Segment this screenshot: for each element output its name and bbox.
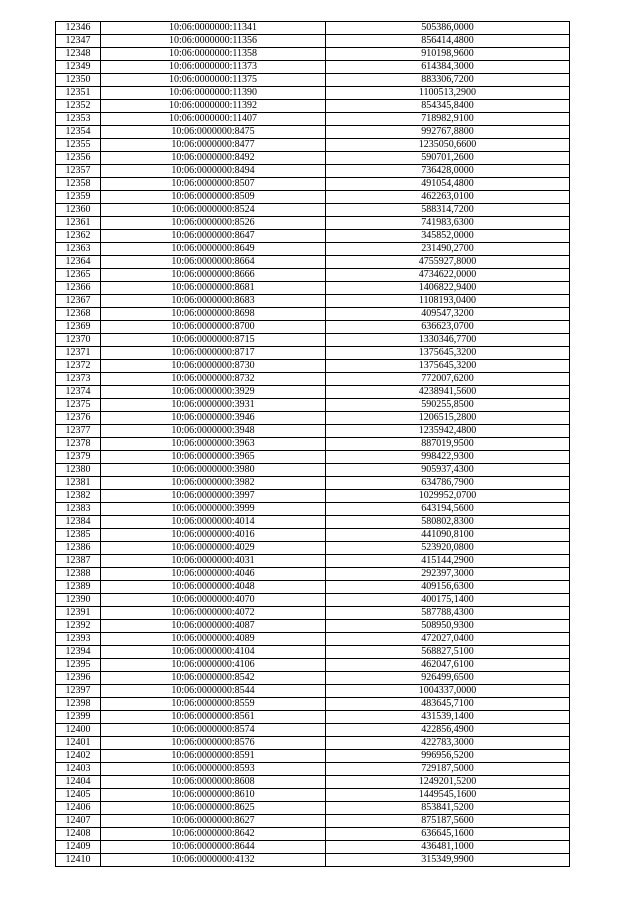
table-row bbox=[56, 555, 570, 568]
cadastral-value-cell: 772007,6200 bbox=[326, 373, 570, 386]
table-row bbox=[56, 542, 570, 555]
table-row bbox=[56, 750, 570, 763]
cadastral-number-cell: 10:06:0000000:8666 bbox=[101, 269, 326, 282]
cadastral-value-cell: 1449545,1600 bbox=[326, 789, 570, 802]
cadastral-number-cell: 10:06:0000000:4089 bbox=[101, 633, 326, 646]
row-number-cell: 12383 bbox=[56, 503, 101, 516]
cadastral-value-cell: 436481,1000 bbox=[326, 841, 570, 854]
cadastral-number-cell: 10:06:0000000:11358 bbox=[101, 48, 326, 61]
row-number-cell: 12356 bbox=[56, 152, 101, 165]
cadastral-value-cell: 590701,2600 bbox=[326, 152, 570, 165]
cadastral-number-cell: 10:06:0000000:4087 bbox=[101, 620, 326, 633]
cadastral-value-cell: 996956,5200 bbox=[326, 750, 570, 763]
table-row bbox=[56, 828, 570, 841]
row-number-cell: 12378 bbox=[56, 438, 101, 451]
cadastral-value-cell: 992767,8800 bbox=[326, 126, 570, 139]
cadastral-number-cell: 10:06:0000000:8625 bbox=[101, 802, 326, 815]
cadastral-value-cell: 292397,3000 bbox=[326, 568, 570, 581]
cadastral-value-cell: 1330346,7700 bbox=[326, 334, 570, 347]
table-row bbox=[56, 126, 570, 139]
cadastral-number-cell: 10:06:0000000:3999 bbox=[101, 503, 326, 516]
table-row bbox=[56, 763, 570, 776]
table-row bbox=[56, 594, 570, 607]
cadastral-number-cell: 10:06:0000000:3980 bbox=[101, 464, 326, 477]
cadastral-value-cell: 422856,4900 bbox=[326, 724, 570, 737]
cadastral-value-cell: 643194,5600 bbox=[326, 503, 570, 516]
row-number-cell: 12380 bbox=[56, 464, 101, 477]
table-row bbox=[56, 269, 570, 282]
row-number-cell: 12351 bbox=[56, 87, 101, 100]
cadastral-number-cell: 10:06:0000000:11375 bbox=[101, 74, 326, 87]
cadastral-value-cell: 568827,5100 bbox=[326, 646, 570, 659]
cadastral-number-cell: 10:06:0000000:11407 bbox=[101, 113, 326, 126]
row-number-cell: 12364 bbox=[56, 256, 101, 269]
row-number-cell: 12374 bbox=[56, 386, 101, 399]
cadastral-value-cell: 587788,4300 bbox=[326, 607, 570, 620]
cadastral-value-cell: 590255,8500 bbox=[326, 399, 570, 412]
table-row bbox=[56, 529, 570, 542]
row-number-cell: 12365 bbox=[56, 269, 101, 282]
row-number-cell: 12395 bbox=[56, 659, 101, 672]
cadastral-value-cell: 472027,0400 bbox=[326, 633, 570, 646]
table-row bbox=[56, 685, 570, 698]
row-number-cell: 12400 bbox=[56, 724, 101, 737]
cadastral-number-cell: 10:06:0000000:11390 bbox=[101, 87, 326, 100]
row-number-cell: 12353 bbox=[56, 113, 101, 126]
table-row bbox=[56, 672, 570, 685]
row-number-cell: 12397 bbox=[56, 685, 101, 698]
cadastral-value-cell: 634786,7900 bbox=[326, 477, 570, 490]
cadastral-value-cell: 736428,0000 bbox=[326, 165, 570, 178]
table-row bbox=[56, 737, 570, 750]
cadastral-value-cell: 905937,4300 bbox=[326, 464, 570, 477]
cadastral-value-cell: 491054,4800 bbox=[326, 178, 570, 191]
row-number-cell: 12405 bbox=[56, 789, 101, 802]
table-row bbox=[56, 61, 570, 74]
cadastral-value-cell: 505386,0000 bbox=[326, 22, 570, 35]
cadastral-number-cell: 10:06:0000000:4132 bbox=[101, 854, 326, 867]
table-row bbox=[56, 230, 570, 243]
table-row bbox=[56, 841, 570, 854]
cadastral-number-cell: 10:06:0000000:11392 bbox=[101, 100, 326, 113]
cadastral-number-cell: 10:06:0000000:8559 bbox=[101, 698, 326, 711]
cadastral-number-cell: 10:06:0000000:8542 bbox=[101, 672, 326, 685]
table-row bbox=[56, 217, 570, 230]
row-number-cell: 12398 bbox=[56, 698, 101, 711]
cadastral-value-cell: 4755927,8000 bbox=[326, 256, 570, 269]
row-number-cell: 12406 bbox=[56, 802, 101, 815]
cadastral-number-cell: 10:06:0000000:8610 bbox=[101, 789, 326, 802]
table-row bbox=[56, 646, 570, 659]
row-number-cell: 12358 bbox=[56, 178, 101, 191]
row-number-cell: 12355 bbox=[56, 139, 101, 152]
table-row bbox=[56, 35, 570, 48]
cadastral-number-cell: 10:06:0000000:3946 bbox=[101, 412, 326, 425]
cadastral-value-cell: 1029952,0700 bbox=[326, 490, 570, 503]
cadastral-value-cell: 926499,6500 bbox=[326, 672, 570, 685]
cadastral-value-cell: 636645,1600 bbox=[326, 828, 570, 841]
cadastral-value-cell: 1375645,3200 bbox=[326, 347, 570, 360]
table-row bbox=[56, 48, 570, 61]
cadastral-number-cell: 10:06:0000000:8507 bbox=[101, 178, 326, 191]
row-number-cell: 12410 bbox=[56, 854, 101, 867]
cadastral-value-cell: 1108193,0400 bbox=[326, 295, 570, 308]
table-row bbox=[56, 100, 570, 113]
cadastral-value-cell: 483645,7100 bbox=[326, 698, 570, 711]
row-number-cell: 12385 bbox=[56, 529, 101, 542]
table-row bbox=[56, 243, 570, 256]
cadastral-value-cell: 741983,6300 bbox=[326, 217, 570, 230]
cadastral-number-cell: 10:06:0000000:4031 bbox=[101, 555, 326, 568]
row-number-cell: 12369 bbox=[56, 321, 101, 334]
table-row bbox=[56, 802, 570, 815]
row-number-cell: 12388 bbox=[56, 568, 101, 581]
table-row bbox=[56, 776, 570, 789]
cadastral-value-cell: 462047,6100 bbox=[326, 659, 570, 672]
row-number-cell: 12357 bbox=[56, 165, 101, 178]
cadastral-number-cell: 10:06:0000000:8574 bbox=[101, 724, 326, 737]
cadastral-value-cell: 718982,9100 bbox=[326, 113, 570, 126]
cadastral-number-cell: 10:06:0000000:8700 bbox=[101, 321, 326, 334]
cadastral-number-cell: 10:06:0000000:8593 bbox=[101, 763, 326, 776]
row-number-cell: 12349 bbox=[56, 61, 101, 74]
cadastral-number-cell: 10:06:0000000:8526 bbox=[101, 217, 326, 230]
row-number-cell: 12367 bbox=[56, 295, 101, 308]
table-row bbox=[56, 698, 570, 711]
cadastral-number-cell: 10:06:0000000:4104 bbox=[101, 646, 326, 659]
cadastral-value-cell: 422783,3000 bbox=[326, 737, 570, 750]
table-row bbox=[56, 360, 570, 373]
cadastral-value-cell: 614384,3000 bbox=[326, 61, 570, 74]
row-number-cell: 12409 bbox=[56, 841, 101, 854]
cadastral-number-cell: 10:06:0000000:4106 bbox=[101, 659, 326, 672]
cadastral-number-cell: 10:06:0000000:8492 bbox=[101, 152, 326, 165]
table-row bbox=[56, 295, 570, 308]
row-number-cell: 12392 bbox=[56, 620, 101, 633]
table-row bbox=[56, 87, 570, 100]
table-row bbox=[56, 659, 570, 672]
row-number-cell: 12404 bbox=[56, 776, 101, 789]
table-row bbox=[56, 152, 570, 165]
table-row bbox=[56, 464, 570, 477]
row-number-cell: 12399 bbox=[56, 711, 101, 724]
cadastral-number-cell: 10:06:0000000:3963 bbox=[101, 438, 326, 451]
cadastral-number-cell: 10:06:0000000:8715 bbox=[101, 334, 326, 347]
row-number-cell: 12384 bbox=[56, 516, 101, 529]
cadastral-number-cell: 10:06:0000000:4016 bbox=[101, 529, 326, 542]
cadastral-number-cell: 10:06:0000000:8732 bbox=[101, 373, 326, 386]
row-number-cell: 12360 bbox=[56, 204, 101, 217]
table-row bbox=[56, 308, 570, 321]
row-number-cell: 12389 bbox=[56, 581, 101, 594]
table-row bbox=[56, 568, 570, 581]
row-number-cell: 12407 bbox=[56, 815, 101, 828]
cadastral-number-cell: 10:06:0000000:3948 bbox=[101, 425, 326, 438]
table-row bbox=[56, 113, 570, 126]
cadastral-number-cell: 10:06:0000000:3931 bbox=[101, 399, 326, 412]
cadastral-number-cell: 10:06:0000000:8647 bbox=[101, 230, 326, 243]
cadastral-value-cell: 415144,2900 bbox=[326, 555, 570, 568]
row-number-cell: 12381 bbox=[56, 477, 101, 490]
row-number-cell: 12379 bbox=[56, 451, 101, 464]
cadastral-value-cell: 910198,9600 bbox=[326, 48, 570, 61]
cadastral-value-cell: 1235050,6600 bbox=[326, 139, 570, 152]
table-row bbox=[56, 815, 570, 828]
table-row bbox=[56, 633, 570, 646]
cadastral-value-cell: 875187,5600 bbox=[326, 815, 570, 828]
row-number-cell: 12363 bbox=[56, 243, 101, 256]
table-row bbox=[56, 399, 570, 412]
cadastral-number-cell: 10:06:0000000:8591 bbox=[101, 750, 326, 763]
cadastral-number-cell: 10:06:0000000:4070 bbox=[101, 594, 326, 607]
row-number-cell: 12391 bbox=[56, 607, 101, 620]
cadastral-number-cell: 10:06:0000000:8524 bbox=[101, 204, 326, 217]
table-row bbox=[56, 321, 570, 334]
cadastral-value-cell: 1375645,3200 bbox=[326, 360, 570, 373]
table-row bbox=[56, 334, 570, 347]
cadastral-number-cell: 10:06:0000000:4014 bbox=[101, 516, 326, 529]
row-number-cell: 12387 bbox=[56, 555, 101, 568]
cadastral-value-cell: 998422,9300 bbox=[326, 451, 570, 464]
row-number-cell: 12352 bbox=[56, 100, 101, 113]
cadastral-number-cell: 10:06:0000000:11373 bbox=[101, 61, 326, 74]
table-row bbox=[56, 347, 570, 360]
table-row bbox=[56, 477, 570, 490]
cadastral-number-cell: 10:06:0000000:11356 bbox=[101, 35, 326, 48]
cadastral-value-cell: 1406822,9400 bbox=[326, 282, 570, 295]
cadastral-number-cell: 10:06:0000000:3997 bbox=[101, 490, 326, 503]
row-number-cell: 12382 bbox=[56, 490, 101, 503]
table-row bbox=[56, 204, 570, 217]
cadastral-number-cell: 10:06:0000000:8477 bbox=[101, 139, 326, 152]
cadastral-number-cell: 10:06:0000000:8509 bbox=[101, 191, 326, 204]
row-number-cell: 12361 bbox=[56, 217, 101, 230]
row-number-cell: 12362 bbox=[56, 230, 101, 243]
cadastral-value-cell: 580802,8300 bbox=[326, 516, 570, 529]
row-number-cell: 12373 bbox=[56, 373, 101, 386]
cadastral-value-cell: 1235942,4800 bbox=[326, 425, 570, 438]
row-number-cell: 12402 bbox=[56, 750, 101, 763]
row-number-cell: 12375 bbox=[56, 399, 101, 412]
cadastral-number-cell: 10:06:0000000:8608 bbox=[101, 776, 326, 789]
table-row bbox=[56, 438, 570, 451]
cadastral-value-cell: 1206515,2800 bbox=[326, 412, 570, 425]
cadastral-value-cell: 636623,0700 bbox=[326, 321, 570, 334]
table-row bbox=[56, 711, 570, 724]
cadastral-value-table bbox=[55, 21, 570, 867]
row-number-cell: 12408 bbox=[56, 828, 101, 841]
row-number-cell: 12348 bbox=[56, 48, 101, 61]
row-number-cell: 12368 bbox=[56, 308, 101, 321]
table-row bbox=[56, 451, 570, 464]
row-number-cell: 12377 bbox=[56, 425, 101, 438]
cadastral-value-cell: 1100513,2900 bbox=[326, 87, 570, 100]
cadastral-number-cell: 10:06:0000000:8649 bbox=[101, 243, 326, 256]
cadastral-number-cell: 10:06:0000000:8730 bbox=[101, 360, 326, 373]
cadastral-value-cell: 231490,2700 bbox=[326, 243, 570, 256]
cadastral-number-cell: 10:06:0000000:4048 bbox=[101, 581, 326, 594]
table-row bbox=[56, 425, 570, 438]
cadastral-value-cell: 409547,3200 bbox=[326, 308, 570, 321]
cadastral-number-cell: 10:06:0000000:8544 bbox=[101, 685, 326, 698]
cadastral-number-cell: 10:06:0000000:8664 bbox=[101, 256, 326, 269]
table-row bbox=[56, 581, 570, 594]
cadastral-number-cell: 10:06:0000000:8683 bbox=[101, 295, 326, 308]
row-number-cell: 12371 bbox=[56, 347, 101, 360]
cadastral-value-cell: 1004337,0000 bbox=[326, 685, 570, 698]
row-number-cell: 12401 bbox=[56, 737, 101, 750]
cadastral-number-cell: 10:06:0000000:8494 bbox=[101, 165, 326, 178]
table-body bbox=[56, 22, 570, 867]
row-number-cell: 12396 bbox=[56, 672, 101, 685]
table-row bbox=[56, 854, 570, 867]
table-row bbox=[56, 724, 570, 737]
cadastral-value-cell: 315349,9900 bbox=[326, 854, 570, 867]
cadastral-number-cell: 10:06:0000000:4046 bbox=[101, 568, 326, 581]
row-number-cell: 12354 bbox=[56, 126, 101, 139]
table-row bbox=[56, 165, 570, 178]
cadastral-number-cell: 10:06:0000000:8576 bbox=[101, 737, 326, 750]
row-number-cell: 12372 bbox=[56, 360, 101, 373]
cadastral-value-cell: 431539,1400 bbox=[326, 711, 570, 724]
row-number-cell: 12346 bbox=[56, 22, 101, 35]
table-row bbox=[56, 789, 570, 802]
cadastral-number-cell: 10:06:0000000:8717 bbox=[101, 347, 326, 360]
table-row bbox=[56, 282, 570, 295]
cadastral-value-cell: 588314,7200 bbox=[326, 204, 570, 217]
row-number-cell: 12376 bbox=[56, 412, 101, 425]
table-row bbox=[56, 74, 570, 87]
cadastral-number-cell: 10:06:0000000:11341 bbox=[101, 22, 326, 35]
row-number-cell: 12390 bbox=[56, 594, 101, 607]
cadastral-number-cell: 10:06:0000000:8644 bbox=[101, 841, 326, 854]
cadastral-value-cell: 441090,8100 bbox=[326, 529, 570, 542]
cadastral-value-cell: 400175,1400 bbox=[326, 594, 570, 607]
table-row bbox=[56, 516, 570, 529]
table-row bbox=[56, 256, 570, 269]
cadastral-number-cell: 10:06:0000000:8475 bbox=[101, 126, 326, 139]
row-number-cell: 12347 bbox=[56, 35, 101, 48]
row-number-cell: 12393 bbox=[56, 633, 101, 646]
row-number-cell: 12359 bbox=[56, 191, 101, 204]
cadastral-value-cell: 345852,0000 bbox=[326, 230, 570, 243]
cadastral-value-cell: 523920,0800 bbox=[326, 542, 570, 555]
cadastral-value-cell: 853841,5200 bbox=[326, 802, 570, 815]
table-row bbox=[56, 22, 570, 35]
cadastral-number-cell: 10:06:0000000:3982 bbox=[101, 477, 326, 490]
cadastral-number-cell: 10:06:0000000:3965 bbox=[101, 451, 326, 464]
table-row bbox=[56, 412, 570, 425]
cadastral-value-cell: 887019,9500 bbox=[326, 438, 570, 451]
cadastral-number-cell: 10:06:0000000:8642 bbox=[101, 828, 326, 841]
table-row bbox=[56, 490, 570, 503]
cadastral-number-cell: 10:06:0000000:4029 bbox=[101, 542, 326, 555]
cadastral-value-cell: 729187,5000 bbox=[326, 763, 570, 776]
cadastral-number-cell: 10:06:0000000:3929 bbox=[101, 386, 326, 399]
row-number-cell: 12386 bbox=[56, 542, 101, 555]
table-row bbox=[56, 386, 570, 399]
table-row bbox=[56, 620, 570, 633]
row-number-cell: 12366 bbox=[56, 282, 101, 295]
cadastral-value-cell: 883306,7200 bbox=[326, 74, 570, 87]
cadastral-value-cell: 462263,0100 bbox=[326, 191, 570, 204]
cadastral-number-cell: 10:06:0000000:8561 bbox=[101, 711, 326, 724]
cadastral-value-cell: 854345,8400 bbox=[326, 100, 570, 113]
row-number-cell: 12370 bbox=[56, 334, 101, 347]
cadastral-number-cell: 10:06:0000000:8698 bbox=[101, 308, 326, 321]
cadastral-value-cell: 409156,6300 bbox=[326, 581, 570, 594]
row-number-cell: 12394 bbox=[56, 646, 101, 659]
cadastral-value-cell: 1249201,5200 bbox=[326, 776, 570, 789]
table-row bbox=[56, 373, 570, 386]
cadastral-value-cell: 856414,4800 bbox=[326, 35, 570, 48]
table-row bbox=[56, 191, 570, 204]
row-number-cell: 12403 bbox=[56, 763, 101, 776]
cadastral-number-cell: 10:06:0000000:8627 bbox=[101, 815, 326, 828]
cadastral-value-cell: 4734622,0000 bbox=[326, 269, 570, 282]
table-row bbox=[56, 178, 570, 191]
cadastral-value-cell: 4238941,5600 bbox=[326, 386, 570, 399]
cadastral-value-cell: 508950,9300 bbox=[326, 620, 570, 633]
table-row bbox=[56, 139, 570, 152]
row-number-cell: 12350 bbox=[56, 74, 101, 87]
table-row bbox=[56, 607, 570, 620]
cadastral-number-cell: 10:06:0000000:8681 bbox=[101, 282, 326, 295]
cadastral-number-cell: 10:06:0000000:4072 bbox=[101, 607, 326, 620]
table-row bbox=[56, 503, 570, 516]
